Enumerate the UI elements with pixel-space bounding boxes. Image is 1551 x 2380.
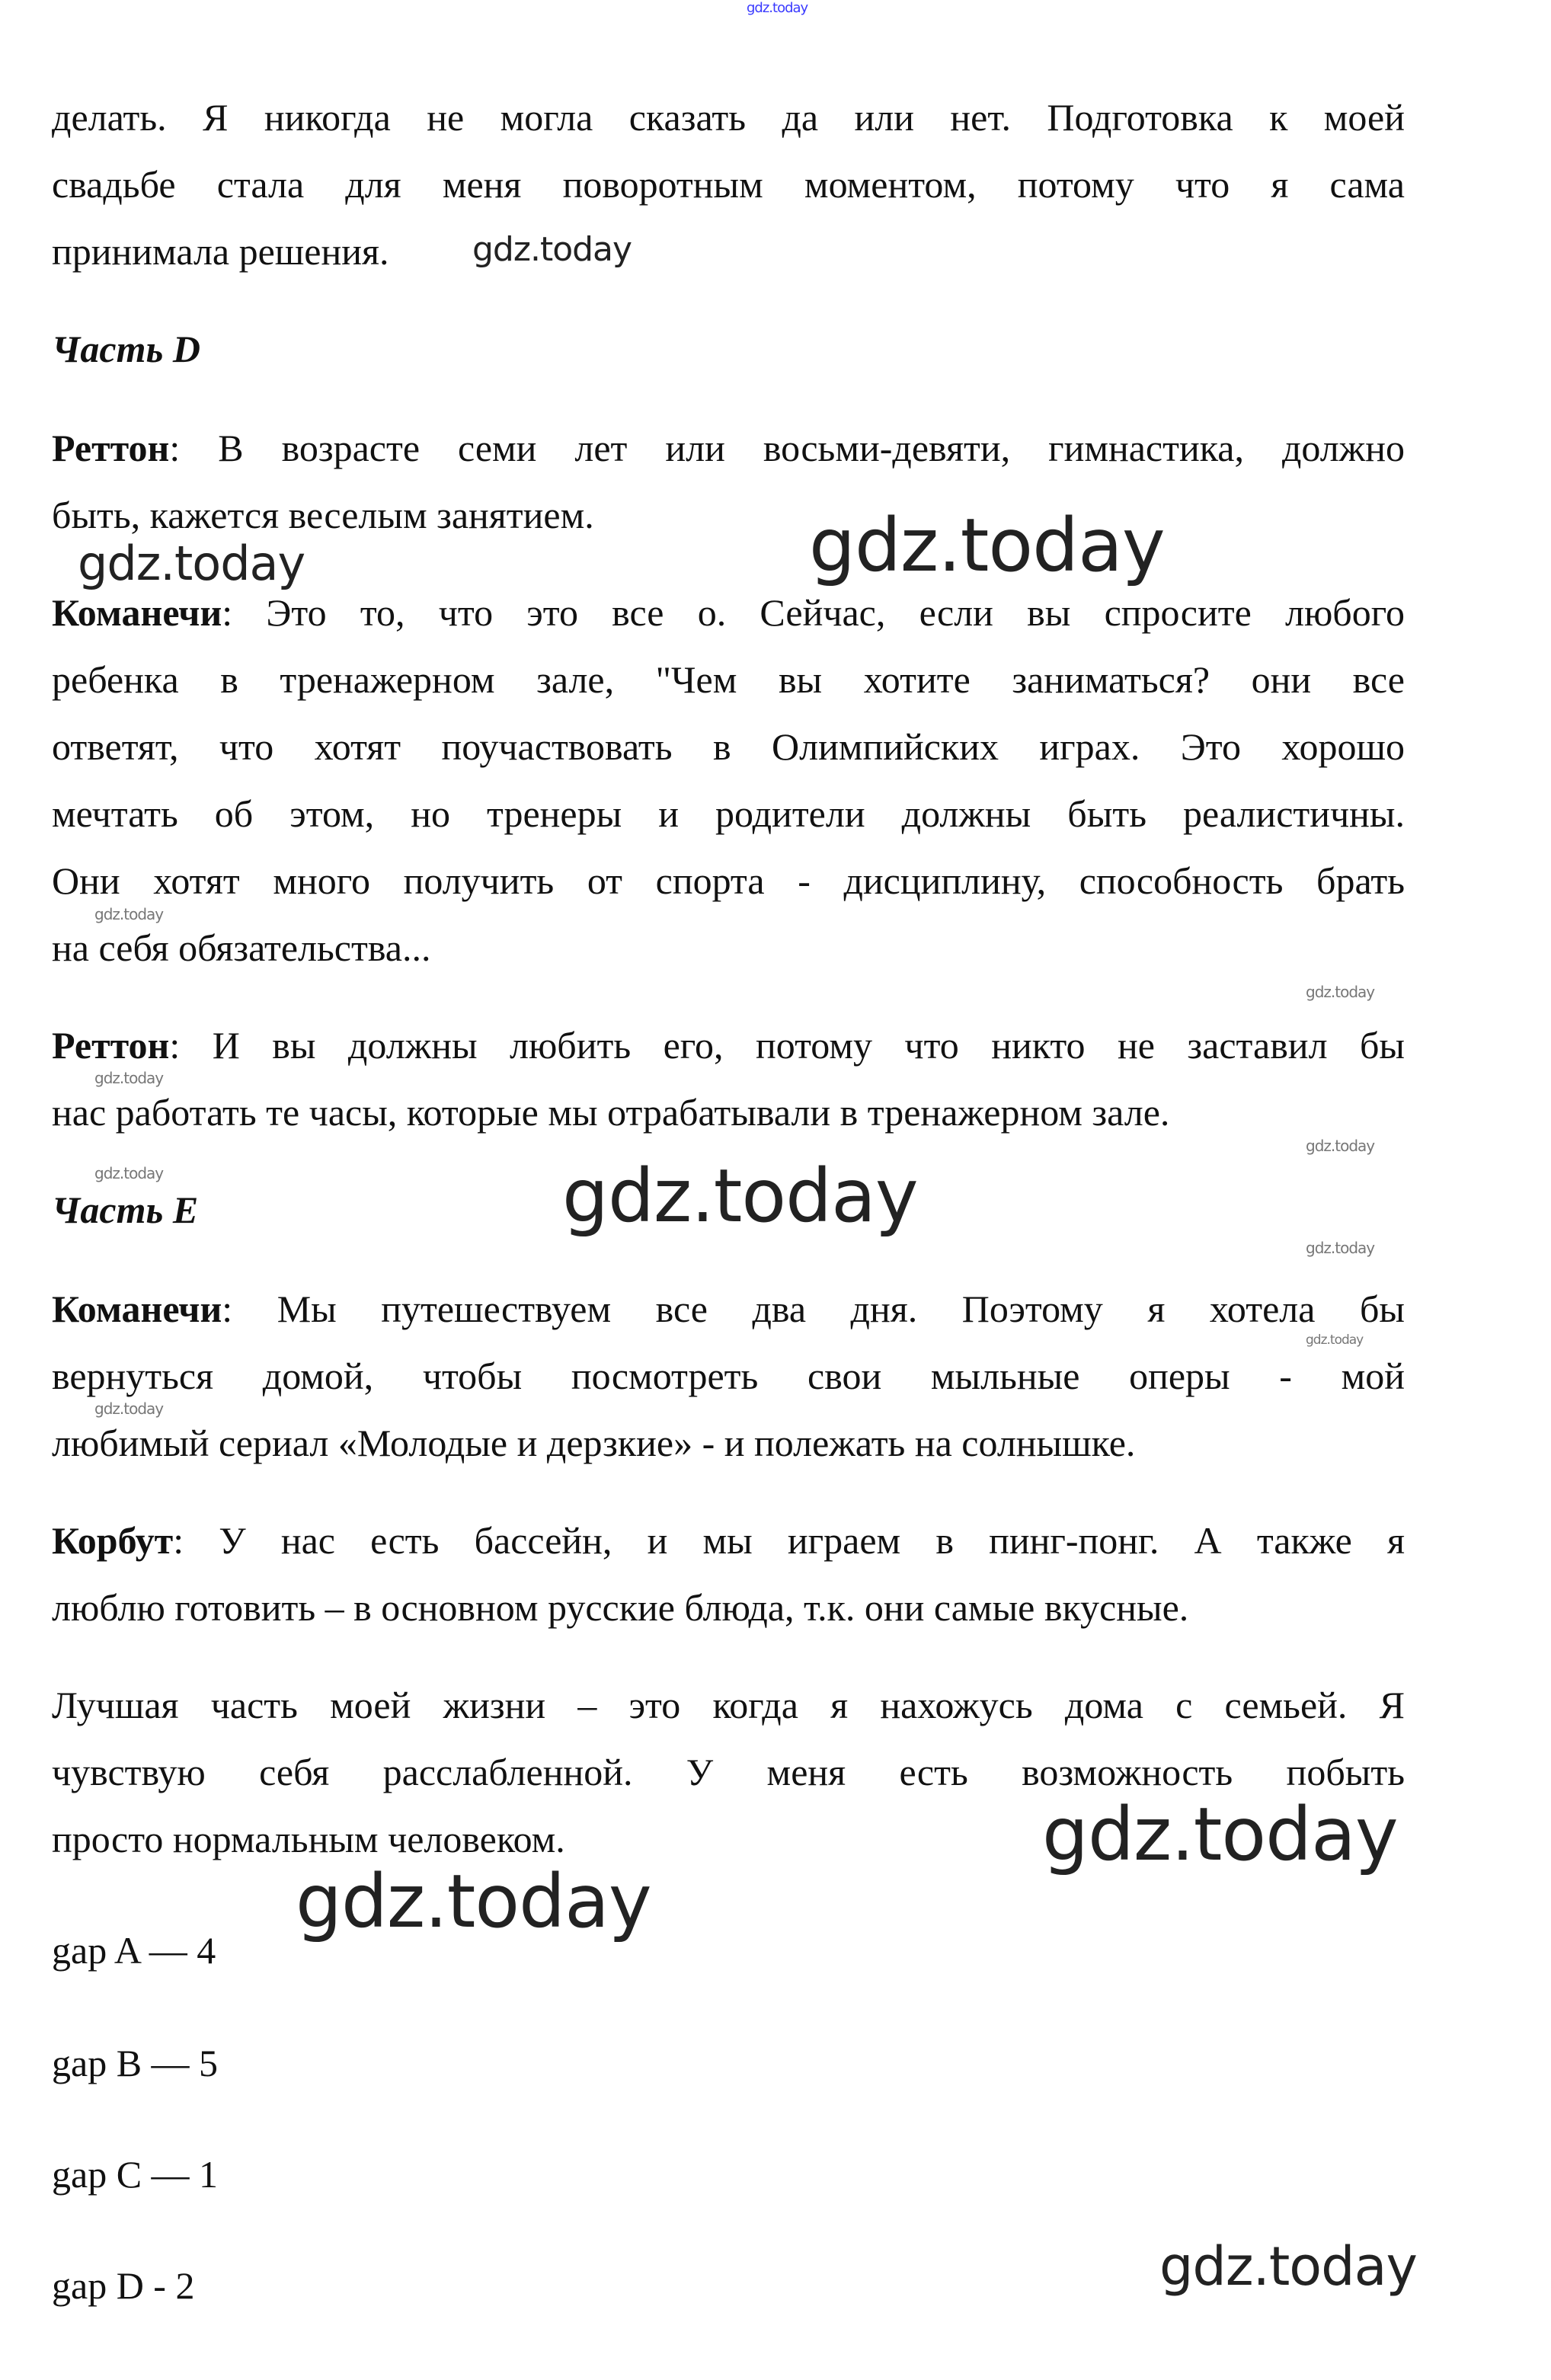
watermark: gdz.today [1159, 2235, 1417, 2298]
speaker-name: Команечи [52, 1288, 222, 1330]
watermark: gdz.today [1306, 1332, 1364, 1348]
text-line: любимый сериал «Молодые и дерзкие» - и полежать на солнышке. [52, 1422, 1136, 1464]
text-line: Лучшая часть моей жизни – это когда я нахожусь дома с семьей. Я [52, 1684, 1405, 1726]
watermark: gdz.today [1042, 1792, 1398, 1877]
section-heading-part-e: Часть E [52, 1188, 199, 1231]
speech-text: : И вы должны любить его, потому что никто не заставил бы [169, 1024, 1405, 1067]
text-line: делать. Я никогда не могла сказать да или нет. Подготовка к моей [52, 96, 1405, 139]
speaker-name: Команечи [52, 591, 222, 634]
speech-text: : У нас есть бассейн, и мы играем в пинг-понг. А также я [173, 1519, 1405, 1562]
speech-text: : Это то, что это все о. Сейчас, если вы спросите любого [222, 591, 1405, 634]
text-line: вернуться домой, чтобы посмотреть свои мыльные оперы - мой [52, 1355, 1405, 1397]
watermark: gdz.today [1306, 1137, 1375, 1155]
text-line [52, 1022, 1405, 1068]
text-line: свадьбе стала для меня поворотным моментом, потому что я сама [52, 163, 1405, 206]
speaker-name: Реттон [52, 427, 170, 469]
text-line [52, 590, 1405, 635]
text-line [52, 425, 1405, 471]
text-line: ребенка в тренажерном зале, "Чем вы хотите заниматься? они все [52, 658, 1405, 701]
answer-gap-b: gap B — 5 [52, 2042, 219, 2084]
watermark: gdz.today [94, 1069, 164, 1087]
watermark: gdz.today [809, 503, 1165, 588]
speaker-name: Реттон [52, 1024, 170, 1067]
text-line: люблю готовить – в основном русские блюда, т.к. они самые вкусные. [52, 1586, 1189, 1629]
watermark: gdz.today [94, 905, 164, 923]
text-line: чувствую себя расслабленной. У меня есть возможность побыть [52, 1751, 1405, 1793]
watermark: gdz.today [1306, 983, 1375, 1001]
section-heading-part-d: Часть D [52, 328, 200, 370]
answer-gap-d: gap D - 2 [52, 2264, 195, 2307]
text-line: мечтать об этом, но тренеры и родители должны быть реалистичны. [52, 792, 1405, 835]
text-line [52, 1286, 1405, 1332]
text-line [52, 1518, 1405, 1563]
speaker-name: Корбут [52, 1519, 174, 1562]
answer-gap-c: gap C — 1 [52, 2153, 219, 2196]
watermark: gdz.today [78, 536, 305, 591]
watermark: gdz.today [747, 0, 808, 16]
watermark: gdz.today [472, 230, 632, 269]
watermark: gdz.today [94, 1400, 164, 1418]
text-line: на себя обязательства... [52, 926, 431, 969]
answer-gap-a: gap A — 4 [52, 1929, 216, 1972]
text-line: принимала решения. [52, 230, 389, 273]
watermark: gdz.today [1306, 1239, 1375, 1257]
speech-text: : В возрасте семи лет или восьми-девяти, гимнастика, должно [169, 427, 1405, 469]
watermark: gdz.today [562, 1153, 918, 1239]
text-line: Они хотят много получить от спорта - дисциплину, способность брать [52, 859, 1405, 902]
text-line: нас работать те часы, которые мы отрабатывали в тренажерном зале. [52, 1091, 1170, 1134]
text-line: быть, кажется веселым занятием. [52, 494, 594, 536]
watermark: gdz.today [296, 1859, 651, 1944]
text-line: ответят, что хотят поучаствовать в Олимпийских играх. Это хорошо [52, 725, 1405, 768]
text-line: просто нормальным человеком. [52, 1818, 565, 1860]
watermark: gdz.today [94, 1164, 164, 1182]
speech-text: : Мы путешествуем все два дня. Поэтому я хотела бы [222, 1288, 1405, 1330]
